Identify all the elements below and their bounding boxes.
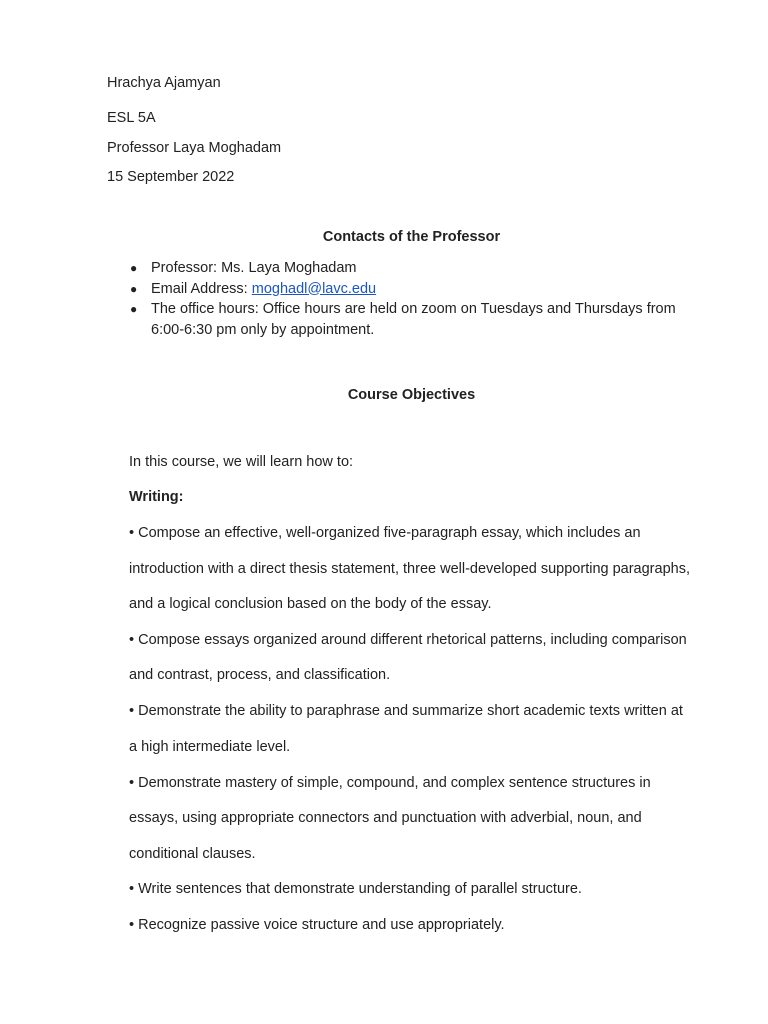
bullet-icon: ● (130, 261, 138, 275)
contacts-heading: Contacts of the Professor (322, 229, 501, 245)
objective-line: • Demonstrate mastery of simple, compound, and complex sentence structures in (129, 775, 651, 791)
document-date: 15 September 2022 (107, 169, 235, 185)
course-name: ESL 5A (107, 110, 156, 126)
list-item-email (130, 279, 730, 300)
contacts-list (130, 258, 730, 340)
objectives-heading: Course Objectives (347, 387, 476, 403)
office-hours-text-line1: The office hours: Office hours are held on zoom on Tuesdays and Thursdays from (151, 301, 676, 317)
office-hours-text-line2: 6:00-6:30 pm only by appointment. (151, 321, 375, 338)
list-item-office-hours (130, 299, 730, 340)
bullet-icon: ● (130, 281, 138, 296)
objective-line: • Recognize passive voice structure and use appropriately. (129, 917, 505, 933)
objective-line: conditional clauses. (129, 846, 256, 862)
objectives-intro: In this course, we will learn how to: (129, 454, 354, 470)
professor-name: Professor Laya Moghadam (107, 140, 282, 156)
objective-line: and a logical conclusion based on the body of the essay. (129, 596, 492, 612)
objective-line: introduction with a direct thesis statement, three well-developed supporting paragraphs, (129, 561, 690, 577)
professor-contact-text: Professor: Ms. Laya Moghadam (151, 260, 357, 276)
objective-line: • Write sentences that demonstrate understanding of parallel structure. (129, 881, 582, 897)
student-name: Hrachya Ajamyan (107, 75, 221, 91)
objective-line: essays, using appropriate connectors and punctuation with adverbial, noun, and (129, 810, 642, 826)
bullet-icon: ● (130, 302, 138, 316)
list-item-professor (130, 258, 730, 279)
objective-line: • Compose essays organized around different rhetorical patterns, including comparison (129, 632, 687, 648)
objective-line: and contrast, process, and classification. (129, 667, 391, 683)
writing-label: Writing: (129, 489, 184, 505)
email-link[interactable]: moghadl@lavc.edu (251, 280, 377, 297)
objective-line: a high intermediate level. (129, 739, 291, 755)
objective-line: • Demonstrate the ability to paraphrase and summarize short academic texts written at (129, 703, 683, 719)
email-label: Email Address: (151, 280, 252, 297)
objective-line: • Compose an effective, well-organized five-paragraph essay, which includes an (129, 525, 641, 541)
